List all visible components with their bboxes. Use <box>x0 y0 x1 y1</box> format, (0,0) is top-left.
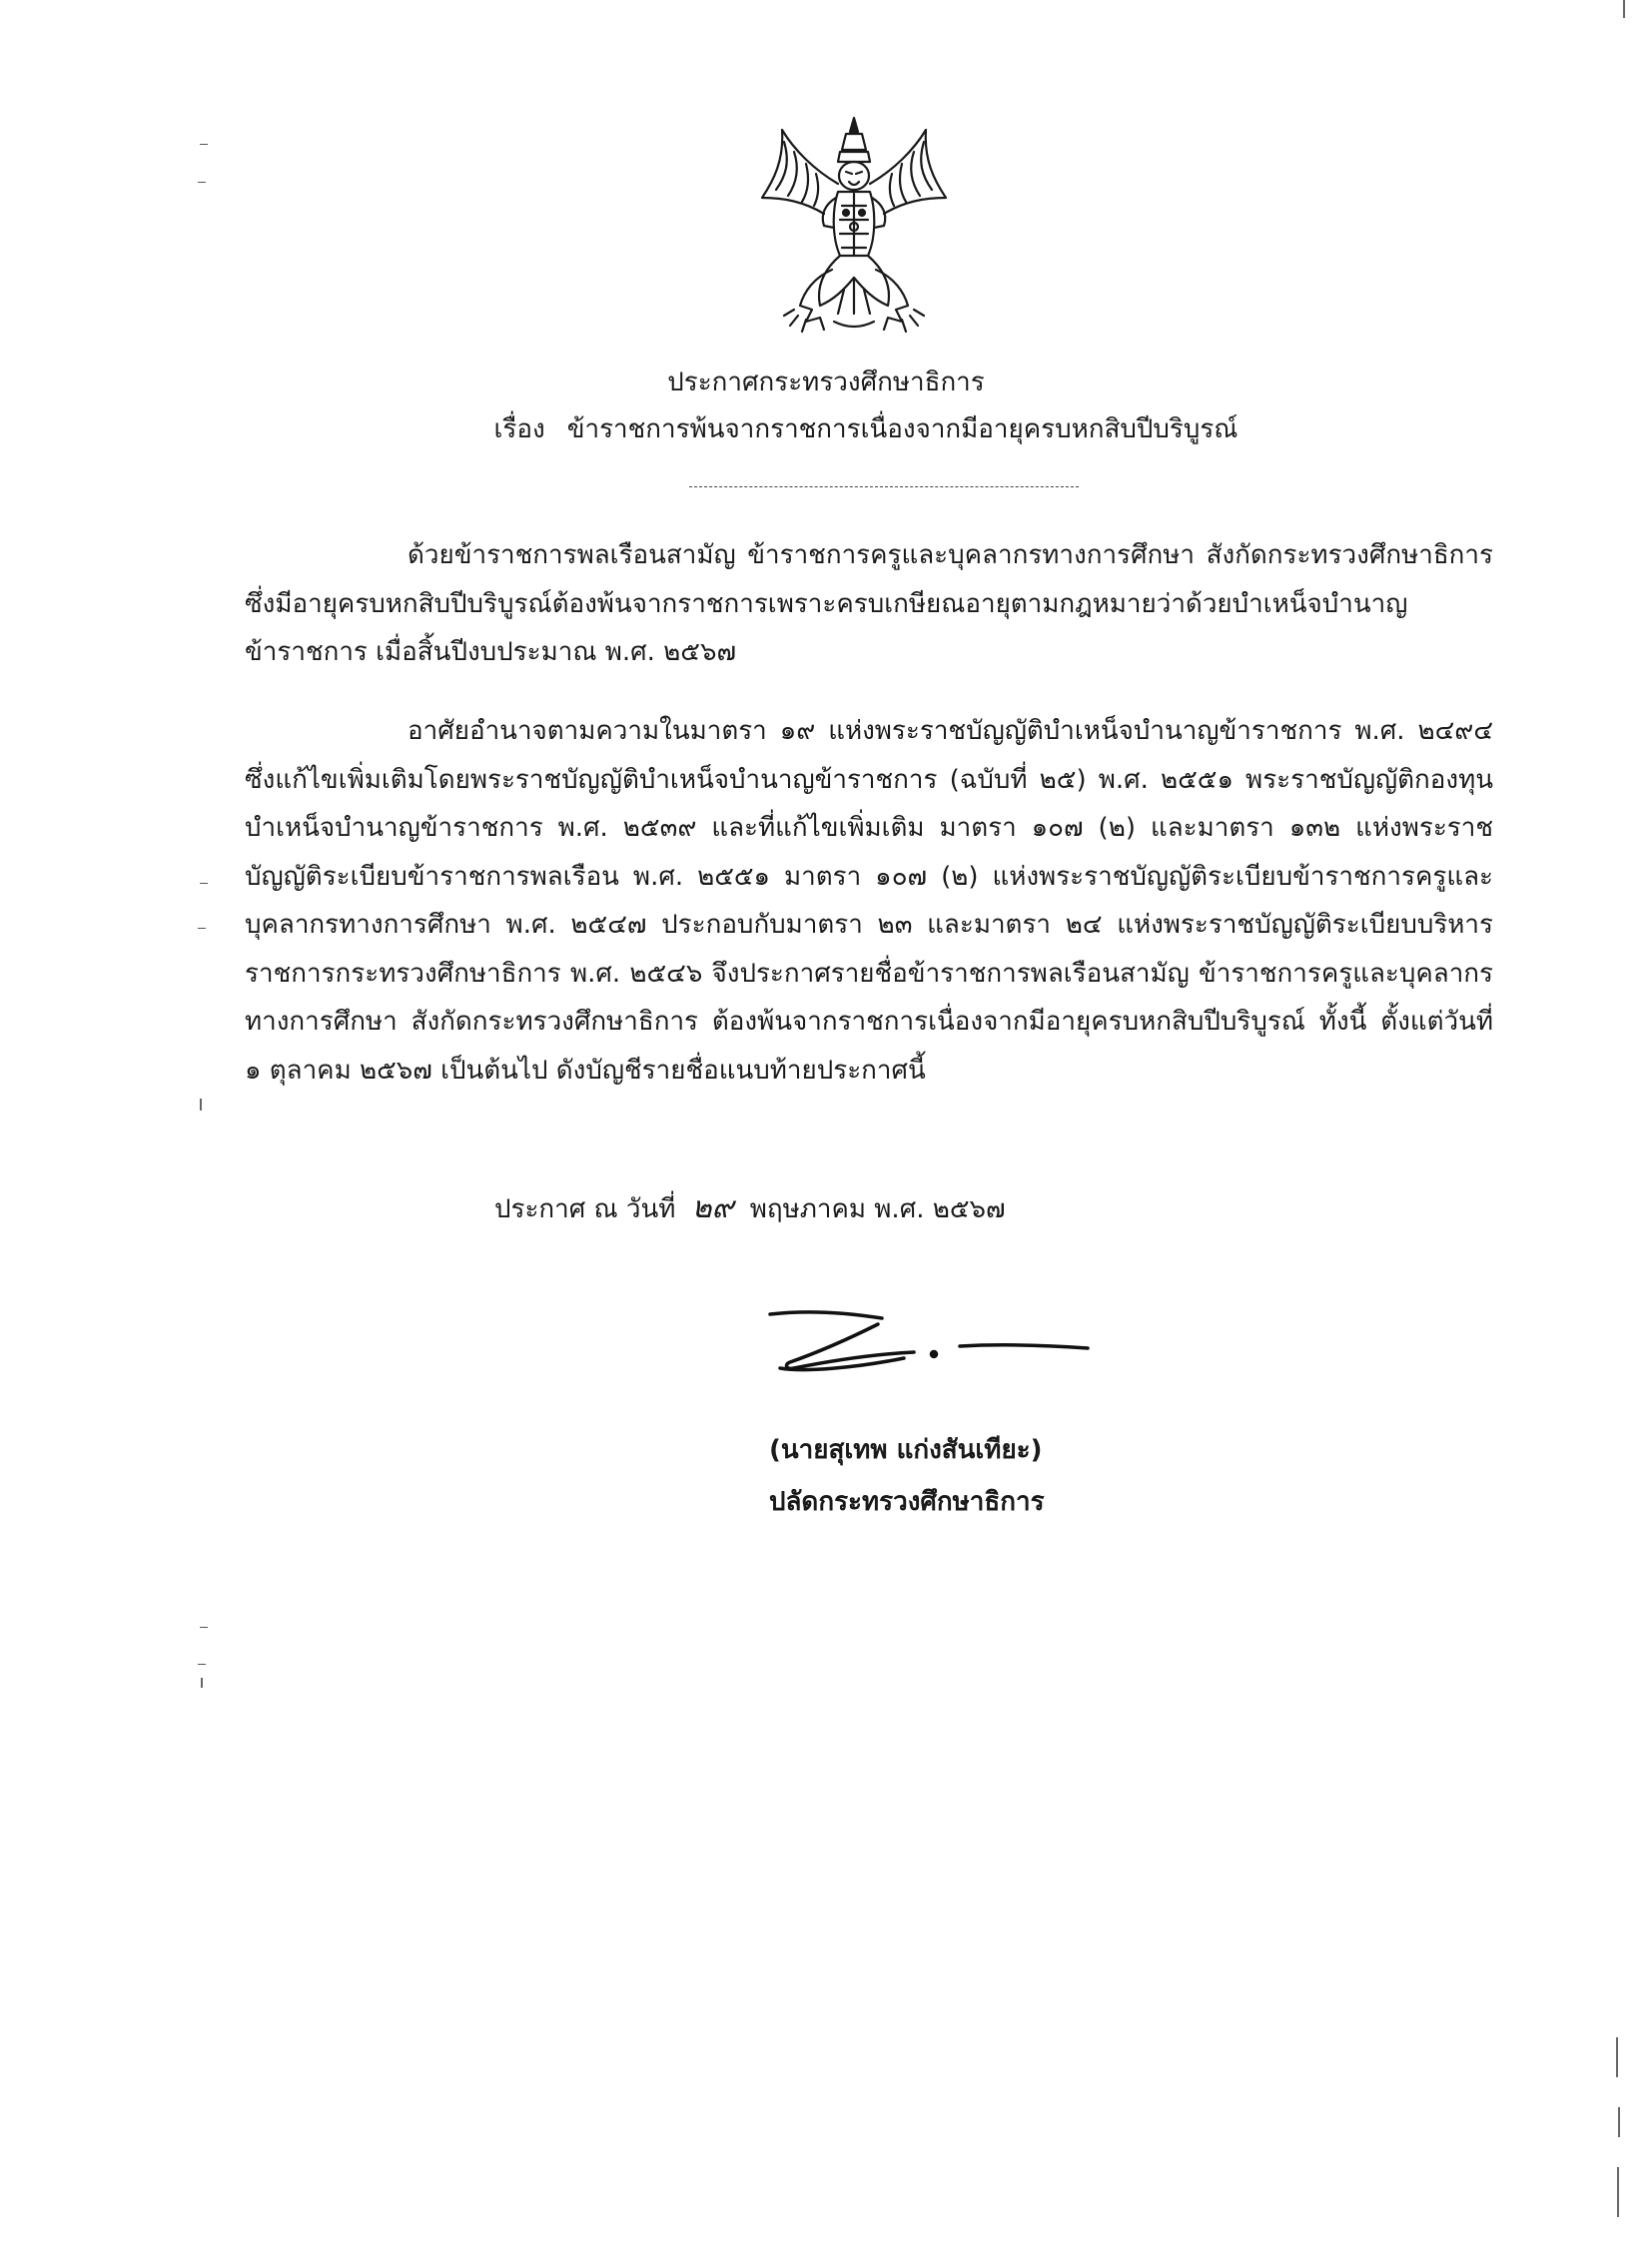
signer-position: ปลัดกระทรวงศึกษาธิการ <box>769 1487 1045 1517</box>
scan-mark <box>1617 2167 1619 2217</box>
subject-text: ข้าราชการพ้นจากราชการเนื่องจากมีอายุครบหกสิบปีบริบูรณ์ <box>566 414 1239 444</box>
paragraph-1-text: ด้วยข้าราชการพลเรือนสามัญ ข้าราชการครูและบุคลากรทางการศึกษา สังกัดกระทรวงศึกษาธิการ ซึ่งมีอายุครบหกสิบปีบริบูรณ์ต้องพ้นจากราชการเพราะครบเกษียณอายุตามกฎหมายว่าด้วยบำเหน็จบำนาญข้าราชการ เมื่อสิ้นปีงบประมาณ พ.ศ. ๒๕๖๗ <box>245 540 1493 667</box>
scan-mark <box>1618 2107 1620 2137</box>
title-divider <box>689 486 1079 487</box>
scan-mark <box>201 1678 203 1688</box>
paragraph-2 <box>245 707 1493 1095</box>
document-title: ประกาศกระทรวงศึกษาธิการ <box>667 368 985 397</box>
signer-name: (นายสุเทพ แก่งสันเทียะ) <box>769 1435 1043 1465</box>
scan-mark <box>198 1660 206 1665</box>
scan-mark <box>200 1623 208 1628</box>
date-month-year: พฤษภาคม พ.ศ. ๒๕๖๗ <box>749 1194 1006 1224</box>
signature-image <box>764 1298 1094 1388</box>
scan-mark <box>200 1099 202 1111</box>
date-day-handwritten: ๒๙ <box>691 1190 734 1225</box>
scan-mark <box>200 140 208 145</box>
subject-label: เรื่อง <box>493 414 545 444</box>
document-subject-line <box>40 409 1652 449</box>
garuda-emblem-icon <box>754 110 954 335</box>
scan-mark <box>1616 2037 1618 2077</box>
announcement-date <box>494 1188 1006 1229</box>
paragraph-2-text: อาศัยอำนาจตามความในมาตรา ๑๙ แห่งพระราชบัญญัติบำเหน็จบำนาญข้าราชการ พ.ศ. ๒๔๙๔ ซึ่งแก้ไขเพิ่มเติมโดยพระราชบัญญัติบำเหน็จบำนาญข้าราชการ (ฉบับที่ ๒๕) พ.ศ. ๒๕๕๑ พระราชบัญญัติกองทุนบำเหน็จบำนาญข้าราชการ พ.ศ. ๒๕๓๙ และที่แก้ไขเพิ่มเติม มาตรา ๑๐๗ (๒) และมาตรา ๑๓๒ แห่งพระราชบัญญัติระเบียบข้าราชการพลเรือน พ.ศ. ๒๕๕๑ มาตรา ๑๐๗ (๒) แห่งพระราชบัญญัติระเบียบข้าราชการครูและบุคลากรทางการศึกษา พ.ศ. ๒๕๔๗ ประกอบกับมาตรา ๒๓ และมาตรา ๒๔ แห่งพระราชบัญญัติระเบียบบริหารราชการกระทรวงศึกษาธิการ พ.ศ. ๒๕๔๖ จึงประกาศรายชื่อข้าราชการพลเรือนสามัญ ข้าราชการครูและบุคลากรทางการศึกษา สังกัดกระทรวงศึกษาธิการ ต้องพ้นจากราชการเนื่องจากมีอายุครบหกสิบปีบริบูรณ์ ทั้งนี้ ตั้งแต่วันที่ ๑ ตุลาคม ๒๕๖๗ เป็นต้นไป ดังบัญชีรายชื่อแนบท้ายประกาศนี้ <box>245 716 1493 1086</box>
scan-mark <box>200 879 208 884</box>
scan-mark <box>198 924 206 929</box>
date-prefix: ประกาศ ณ วันที่ <box>494 1194 676 1224</box>
scan-mark <box>1623 0 1625 18</box>
paragraph-1 <box>245 531 1493 677</box>
scan-mark <box>198 178 206 183</box>
